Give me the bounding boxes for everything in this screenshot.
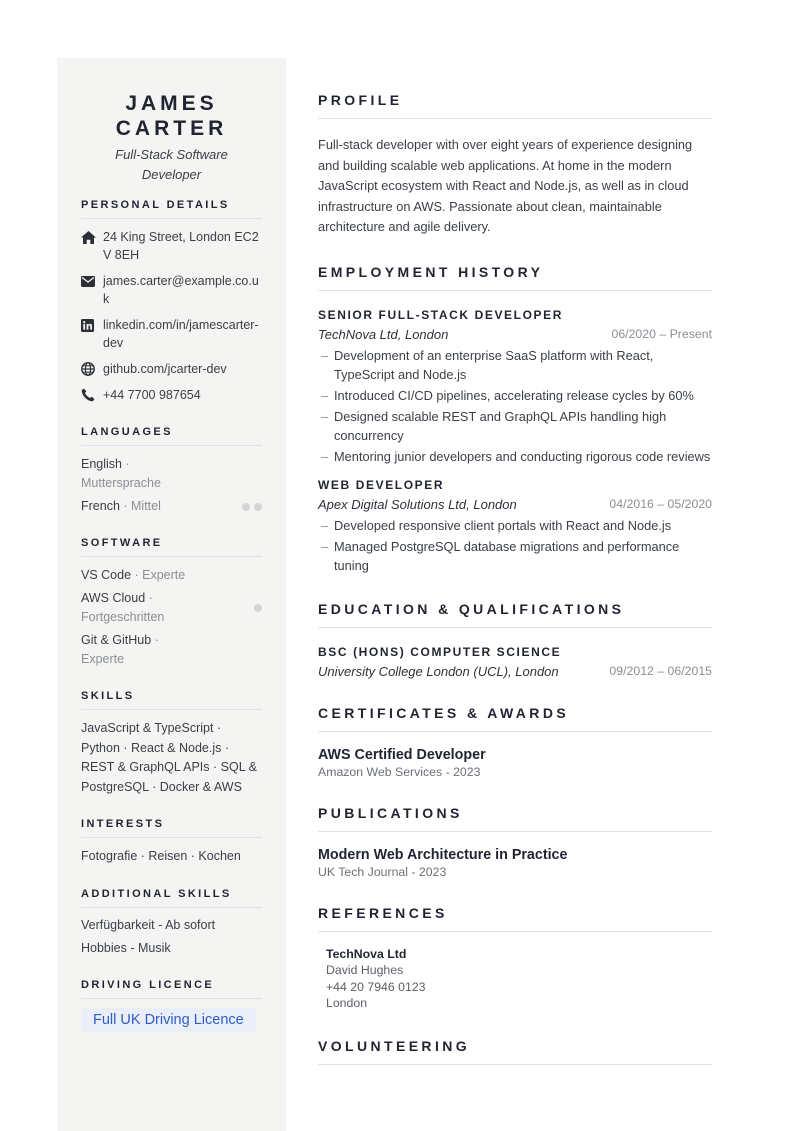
- job-dates: 04/2016 – 05/2020: [609, 496, 712, 511]
- education-meta: [318, 664, 712, 679]
- software-heading: SOFTWARE: [81, 537, 262, 557]
- contact-linkedin[interactable]: linkedin.com/in/jamescarter-dev: [81, 316, 262, 352]
- person-name: JAMES CARTER: [115, 92, 228, 140]
- references-heading: REFERENCES: [318, 905, 712, 932]
- list-item: – Mentoring junior developers and conducting rigorous code reviews: [321, 448, 711, 464]
- publications-section: [318, 805, 712, 879]
- degree-title: BSC (HONS) COMPUTER SCIENCE: [318, 644, 562, 659]
- contact-list: [81, 228, 262, 404]
- education-institution: University College London (UCL), London: [318, 663, 559, 679]
- skills-heading: SKILLS: [81, 690, 262, 710]
- education-section: [318, 601, 712, 679]
- volunteering-section: [318, 1038, 712, 1065]
- certificates-section: [318, 705, 712, 779]
- contact-email[interactable]: james.carter@example.co.uk: [81, 272, 262, 308]
- skills-text: JavaScript & TypeScript · Python · React & Node.js · REST & GraphQL APIs · SQL & PostgreSQL · Docker & AWS: [81, 721, 257, 794]
- publication-title: Modern Web Architecture in Practice: [318, 846, 568, 863]
- job-title: WEB DEVELOPER: [318, 477, 445, 492]
- profile-section: [318, 92, 712, 238]
- publication-source: UK Tech Journal - 2023: [318, 864, 447, 879]
- volunteering-heading: VOLUNTEERING: [318, 1038, 712, 1065]
- contact-github[interactable]: github.com/jcarter-dev: [81, 360, 262, 378]
- reference-phone: +44 20 7946 0123: [326, 979, 426, 994]
- additional-skills-heading: ADDITIONAL SKILLS: [81, 888, 262, 908]
- language-item: English · Muttersprache: [81, 457, 161, 490]
- interests-text: Fotografie · Reisen · Kochen: [81, 849, 241, 863]
- list-item: – Introduced CI/CD pipelines, accelerating release cycles by 60%: [321, 387, 694, 403]
- reference-city: London: [326, 996, 368, 1010]
- sidebar: [57, 58, 286, 1131]
- certificate-title: AWS Certified Developer: [318, 746, 486, 763]
- contact-phone[interactable]: +44 7700 987654: [81, 386, 262, 404]
- job-dates: 06/2020 – Present: [611, 326, 712, 341]
- employment-heading: EMPLOYMENT HISTORY: [318, 264, 712, 291]
- software-item: Git & GitHub · Experte: [81, 633, 159, 666]
- profile-text: Full-stack developer with over eight years of experience designing and building scalable web applications. At home in the modern JavaScript ecosystem with React and Node.js, as well as in cloud infrastructure on AWS. Passionate about clean, maintainable architecture and agile delivery.: [318, 137, 693, 234]
- job-meta: [318, 497, 712, 512]
- job-title: SENIOR FULL-STACK DEVELOPER: [318, 307, 563, 322]
- main-content: [318, 58, 712, 1065]
- languages-heading: LANGUAGES: [81, 426, 262, 446]
- list-item: – Managed PostgreSQL database migrations and performance tuning: [321, 538, 680, 573]
- software-item: AWS Cloud · Fortgeschritten: [81, 589, 262, 627]
- certificate-issuer: Amazon Web Services - 2023: [318, 764, 481, 779]
- publications-heading: PUBLICATIONS: [318, 805, 712, 832]
- level-dots: [254, 604, 262, 612]
- linkedin-icon: [81, 316, 103, 334]
- list-item: – Development of an enterprise SaaS platform with React, TypeScript and Node.js: [321, 347, 654, 382]
- language-item: French · Mittel: [81, 497, 262, 516]
- globe-icon: [81, 360, 103, 378]
- job-bullets: [318, 346, 712, 466]
- job-meta: [318, 327, 712, 342]
- interests-heading: INTERESTS: [81, 818, 262, 838]
- reference-person: David Hughes: [326, 963, 404, 977]
- additional-skills-list: Verfügbarkeit - Ab sofort Hobbies - Musik: [81, 917, 216, 955]
- driving-licence-badge: Full UK Driving Licence: [81, 1008, 256, 1032]
- software-list: [81, 566, 262, 669]
- reference-card: [326, 946, 712, 1012]
- home-icon: [81, 228, 103, 246]
- software-item: VS Code · Experte: [81, 568, 186, 582]
- reference-company: TechNova Ltd: [326, 946, 407, 961]
- job-employer: Apex Digital Solutions Ltd, London: [318, 496, 517, 512]
- list-item: – Designed scalable REST and GraphQL APIs handling high concurrency: [321, 408, 667, 443]
- list-item: – Developed responsive client portals with React and Node.js: [321, 517, 672, 533]
- education-dates: 09/2012 – 06/2015: [609, 663, 712, 678]
- mail-icon: [81, 272, 103, 290]
- certificates-heading: CERTIFICATES & AWARDS: [318, 705, 712, 732]
- contact-address: 24 King Street, London EC2V 8EH: [81, 228, 262, 264]
- level-dots: [242, 503, 262, 511]
- education-heading: EDUCATION & QUALIFICATIONS: [318, 601, 712, 628]
- personal-details-heading: PERSONAL DETAILS: [81, 199, 262, 219]
- references-section: [318, 905, 712, 1012]
- driving-licence-heading: DRIVING LICENCE: [81, 979, 262, 999]
- profile-heading: PROFILE: [318, 92, 712, 119]
- languages-list: [81, 455, 262, 516]
- person-role: Full-Stack Software Developer: [115, 147, 228, 182]
- job-bullets: [318, 516, 712, 575]
- job-employer: TechNova Ltd, London: [318, 326, 449, 342]
- phone-icon: [81, 386, 103, 404]
- employment-section: [318, 264, 712, 575]
